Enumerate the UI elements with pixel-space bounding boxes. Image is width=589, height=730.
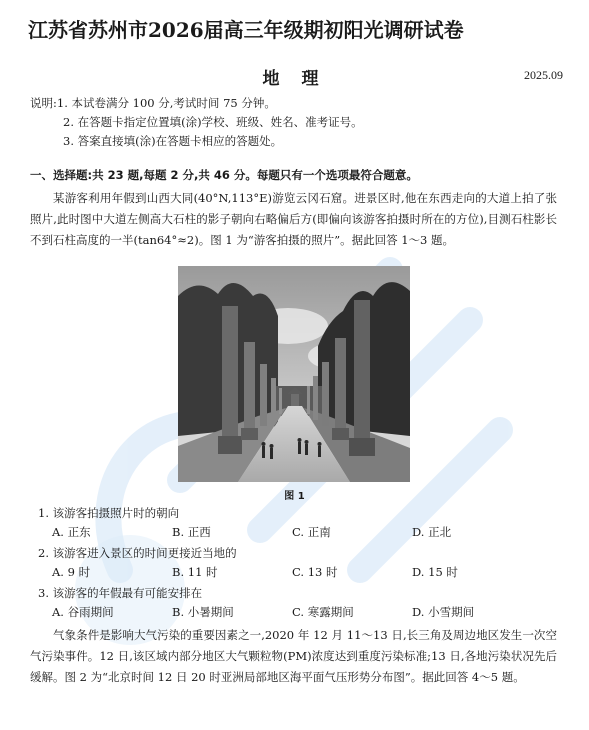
- instruction-line: 3. 答案直接填(涂)在答题卡相应的答题处。: [63, 134, 283, 148]
- option-c: C. 13 时: [292, 565, 338, 579]
- passage-2: 气象条件是影响大气污染的重要因素之一,2020 年 12 月 11～13 日,长三角及周边地区发生一次空气污染事件。12 日,该区域内部分地区大气颗粒物(PM)浓度达到重度污染标准;13 日,各地污染状况先后缓解。图 2 为“北京时间 12 日 20 时亚洲局部地区海平面气压形势分布图”。据此回答 4～5 题。: [30, 628, 557, 684]
- passage-1: 某游客利用年假到山西大同(40°N,113°E)游览云冈石窟。进景区时,他在东西走向的大道上拍了张照片,此时图中大道左侧高大石柱的影子朝向右略偏后方(即偏向该游客拍摄时所在的方位),目测石柱影长不到石柱高度的一半(tan64°≈2)。图 1 为“游客拍摄的照片”。据此回答 1～3 题。: [30, 191, 557, 247]
- question-2: [38, 545, 558, 584]
- figure-1-photo: [178, 266, 410, 482]
- instruction-line: 说明:1. 本试卷满分 100 分,考试时间 75 分钟。: [30, 96, 276, 110]
- option-b: B. 小暑期间: [172, 605, 234, 619]
- question-1: [38, 505, 558, 544]
- option-d: D. 15 时: [412, 565, 458, 579]
- exam-title: 江苏省苏州市2026届高三年级期初阳光调研试卷: [28, 18, 464, 42]
- option-a: A. 9 时: [52, 565, 91, 579]
- question-stem: 1. 该游客拍摄照片时的朝向: [38, 506, 180, 520]
- question-options: [38, 524, 558, 544]
- section-heading: 一、选择题:共 23 题,每题 2 分,共 46 分。每题只有一个选项最符合题意。: [30, 168, 418, 182]
- question-stem: 3. 该游客的年假最有可能安排在: [38, 586, 203, 600]
- figure-1-caption: 图 1: [284, 491, 305, 502]
- instructions: [30, 94, 570, 151]
- pillar-avenue-image: [178, 266, 410, 482]
- option-c: C. 正南: [292, 525, 331, 539]
- question-stem: 2. 该游客进入景区的时间更接近当地的: [38, 546, 237, 560]
- option-d: D. 正北: [412, 525, 452, 539]
- exam-date: 2025.09: [524, 68, 563, 82]
- question-options: [38, 604, 558, 624]
- option-d: D. 小雪期间: [412, 605, 475, 619]
- subject-title: 地 理: [262, 69, 327, 89]
- question-3: [38, 585, 558, 624]
- instruction-line: 2. 在答题卡指定位置填(涂)学校、班级、姓名、准考证号。: [63, 115, 363, 129]
- option-a: A. 正东: [52, 525, 91, 539]
- question-options: [38, 564, 558, 584]
- option-c: C. 寒露期间: [292, 605, 354, 619]
- option-b: B. 正西: [172, 525, 211, 539]
- option-a: A. 谷雨期间: [52, 605, 114, 619]
- option-b: B. 11 时: [172, 565, 218, 579]
